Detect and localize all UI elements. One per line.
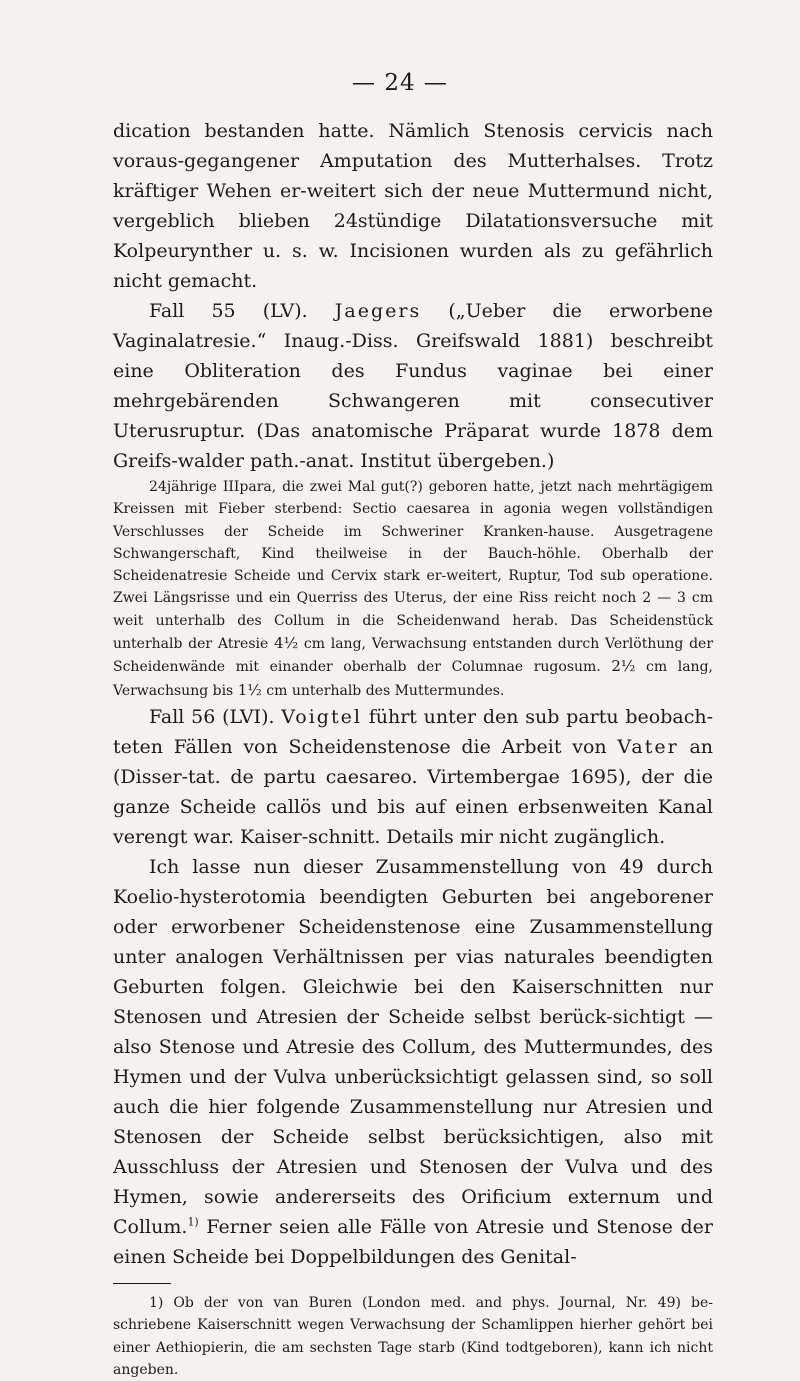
case-text: („Ueber die erworbene Vaginalatresie.“ Inaug.-Diss. Greifswald 1881) beschreibt eine Obliteration des Fundus vaginae bei einer mehrgebärenden Schwangeren mit consecutiver Uterusruptur. (Das anatomische Präparat wurde 1878 dem Greifs-walder path.-anat. Institut übergeben.) [113, 300, 713, 472]
summary-text: Ferner seien alle Fälle von Atresie und Stenose der einen Scheide bei Doppelbildungen des Genital- [113, 1215, 713, 1268]
paragraph-case-55 [113, 296, 713, 476]
case-details-text: cm unterhalb des Muttermundes. [266, 682, 505, 699]
paragraph-continuation: dication bestanden hatte. Nämlich Stenosis cervicis nach voraus-gegangener Amputation des Mutterhalses. Trotz kräftiger Wehen er-weitert sich der neue Muttermund nicht, vergeblich blieben 24stündige Dilatationsversuche mit Kolpeurynther u. s. w. Incisionen wurden als zu gefährlich nicht gemacht. [113, 120, 713, 292]
case-label: Fall 55 (LV). [149, 300, 308, 322]
paragraph-case-55-details [113, 476, 713, 702]
case-details-text: cm lang, Verwachsung entstanden durch Verlöthung der Scheidenwände mit einander oberhalb der Columnae rugosum. [113, 636, 714, 676]
page-number: — 24 — [352, 70, 448, 96]
fraction: 2½ [611, 657, 636, 676]
author-name: Voigtel [281, 705, 362, 728]
fraction: 4½ [274, 634, 299, 653]
case-details-text: cm lang, Verwachsung bis [113, 659, 713, 699]
paragraph-summary [113, 852, 713, 1272]
author-name: Jaegers [334, 300, 422, 322]
footnote-ref: 1) [187, 1215, 199, 1229]
case-text: an (Disser-tat. de partu caesareo. Virtembergae 1695), der die ganze Scheide callös und bis auf einen erbsenweiten Kanal verengt war. Kaiser-schnitt. Details mir nicht zugänglich. [113, 735, 714, 848]
footnote: 1) Ob der von van Buren (London med. and phys. Journal, Nr. 49) be-schriebene Kaiserschnitt wegen Verwachsung der Schamlippen hierher gehört bei einer Aethiopierin, die am sechsten Tage starb (Kind todtgeboren), kann ich nicht angeben. [113, 1294, 713, 1378]
case-details-text: 24jährige IIIpara, die zwei Mal gut(?) geboren hatte, jetzt nach mehrtägigem Kreissen mit Fieber sterbend: Sectio caesarea in agonia wegen vollständigen Verschlusses der Scheide im Schweriner Kranken-hause. Ausgetragene Schwangerschaft, Kind theilweise in der Bauch-höhle. Oberhalb der Scheidenatresie Scheide und Cervix stark er-weitert, Ruptur, Tod sub operatione. Zwei Längsrisse und ein Querriss des Uterus, der eine Riss reicht noch 2 — 3 cm weit unterhalb des Collum in die Scheidenwand herab. Das Scheidenstück unterhalb der Atresie [113, 479, 713, 653]
paragraph-case-56 [113, 702, 713, 852]
fraction: 1½ [237, 680, 262, 699]
author-name: Vater [617, 735, 679, 758]
footnote-divider [113, 1283, 171, 1284]
summary-text: Ich lasse nun dieser Zusammenstellung von 49 durch Koelio-hysterotomia beendigten Geburten bei angeborener oder erworbener Scheidenstenose eine Zusammenstellung unter analogen Verhältnissen per vias naturales beendigten Geburten folgen. Gleichwie bei den Kaiserschnitten nur Stenosen und Atresien der Scheide selbst berück-sichtigt — also Stenose und Atresie des Collum, des Muttermundes, des Hymen und der Vulva unberücksichtigt gelassen sind, so soll auch die hier folgende Zusammenstellung nur Atresien und Stenosen der Scheide selbst berücksichtigen, also mit Ausschluss der Atresien und Stenosen der Vulva und des Hymen, sowie andererseits des Orificium externum und Collum. [113, 855, 713, 1238]
text-body [113, 116, 713, 1381]
case-text: führt unter den sub partu beobach-teten Fällen von Scheidenstenose die Arbeit von [113, 705, 714, 758]
case-label: Fall 56 (LVI). [149, 705, 275, 728]
